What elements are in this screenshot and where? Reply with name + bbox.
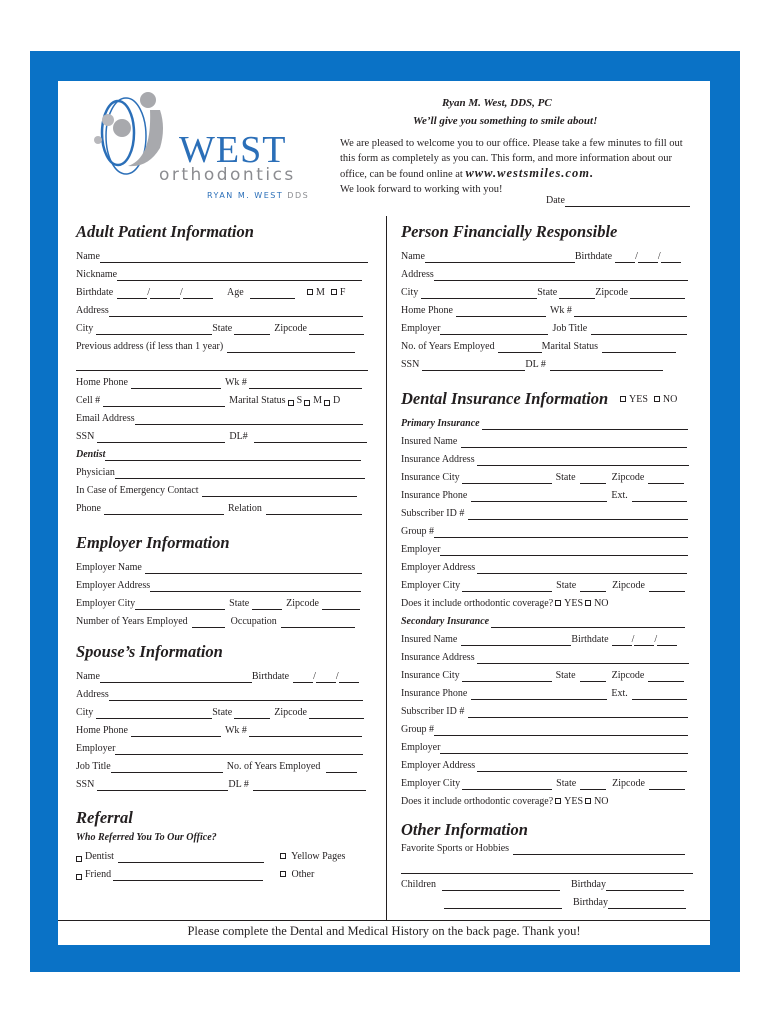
spouse-title: Spouse’s Information [76,642,223,661]
checkbox-icon[interactable] [280,871,286,877]
dental-title: Dental Insurance Information [401,389,609,408]
secondary-insurance-field[interactable]: Secondary Insurance [401,616,685,628]
adult-city-field[interactable]: City State Zipcode [76,323,364,335]
primary-group-field[interactable]: Group # [401,526,688,538]
financial-employer-field[interactable]: Employer Job Title [401,323,687,335]
primary-ins-address-field[interactable]: Insurance Address [401,454,689,466]
adult-title: Adult Patient Information [76,222,254,241]
adult-previous-address-line[interactable] [76,370,368,371]
employer-name-field[interactable]: Employer Name [76,562,362,574]
referral-title: Referral [76,808,133,827]
website-link[interactable]: www.westsmiles.com. [465,166,595,180]
checkbox-icon[interactable] [555,798,561,804]
spouse-home-phone-field[interactable]: Home Phone Wk # [76,725,362,737]
financial-city-field[interactable]: City State Zipcode [401,287,685,299]
secondary-ins-phone-field[interactable]: Insurance Phone Ext. [401,688,687,700]
secondary-ins-city-field[interactable]: Insurance City State Zipcode [401,670,684,682]
checkbox-icon[interactable] [654,396,660,402]
adult-dentist-field[interactable]: Dentist [76,449,361,461]
adult-sex-options[interactable]: M F [305,287,345,299]
logo-name: RYAN M. WEST DDS [207,191,310,200]
financial-ssn-field[interactable]: SSN DL # [401,359,663,371]
adult-cell-field[interactable]: Cell # Marital Status S M D [76,395,341,406]
logo-word: WEST [179,129,287,171]
financial-home-phone-field[interactable]: Home Phone Wk # [401,305,687,317]
slogan: We’ll give you something to smile about! [413,115,598,127]
adult-ssn-field[interactable]: SSN DL# [76,431,367,443]
checkbox-icon[interactable] [555,600,561,606]
dental-yes-no[interactable]: YES NO [618,394,677,406]
primary-insured-name-field[interactable]: Insured Name [401,436,687,448]
adult-home-phone-field[interactable]: Home Phone Wk # [76,377,362,389]
financial-years-field[interactable]: No. of Years Employed Marital Status [401,341,676,353]
children-field-2[interactable]: Birthday [444,897,686,909]
adult-address-field[interactable]: Address [76,305,363,317]
adult-physician-field[interactable]: Physician [76,467,365,479]
financial-name-field[interactable]: Name Birthdate / / [401,251,681,263]
adult-phone-field[interactable]: Phone Relation [76,503,362,515]
spouse-address-field[interactable]: Address [76,689,363,701]
adult-previous-address-field[interactable]: Previous address (if less than 1 year) [76,341,355,353]
primary-ins-phone-field[interactable]: Insurance Phone Ext. [401,490,687,502]
secondary-ins-address-field[interactable]: Insurance Address [401,652,689,664]
employer-title: Employer Information [76,533,230,552]
employer-address-field[interactable]: Employer Address [76,580,361,592]
spouse-job-title-field[interactable]: Job Title No. of Years Employed [76,761,357,773]
secondary-group-field[interactable]: Group # [401,724,688,736]
spouse-employer-field[interactable]: Employer [76,743,363,755]
primary-emp-address-field[interactable]: Employer Address [401,562,687,574]
adult-birthdate-field[interactable]: Birthdate / / [76,287,213,299]
checkbox-icon[interactable] [76,856,82,862]
primary-emp-city-field[interactable]: Employer City State Zipcode [401,580,685,592]
primary-ortho-coverage[interactable]: Does it include orthodontic coverage? YES NO [401,598,609,609]
secondary-emp-address-field[interactable]: Employer Address [401,760,687,772]
checkbox-icon[interactable] [76,874,82,880]
primary-insurance-field[interactable]: Primary Insurance [401,418,688,430]
practice-name: Ryan M. West, DDS, PC [442,97,552,109]
secondary-ortho-coverage[interactable]: Does it include orthodontic coverage? YES NO [401,796,609,807]
checkbox-icon[interactable] [585,798,591,804]
referral-other[interactable]: Other [278,869,314,881]
adult-emergency-field[interactable]: In Case of Emergency Contact [76,485,357,497]
financial-address-field[interactable]: Address [401,269,688,281]
checkbox-icon[interactable] [324,400,330,406]
date-field[interactable]: Date [546,195,690,207]
checkbox-icon[interactable] [331,289,337,295]
employer-city-field[interactable]: Employer City State Zipcode [76,598,360,610]
logo-tagline: orthodontics [159,165,296,185]
secondary-insured-name-field[interactable]: Insured Name Birthdate / / [401,634,677,646]
column-divider [386,216,387,920]
adult-age-field[interactable]: Age [227,287,295,299]
checkbox-icon[interactable] [280,853,286,859]
primary-subscriber-field[interactable]: Subscriber ID # [401,508,688,520]
intro-text: We are pleased to welcome you to our office. Please take a few minutes to fill out this form as completely as you can. This form, and more information about our office, can be found online at www.westsmiles.com. We look forward to working with you! [340,138,683,195]
primary-employer-field[interactable]: Employer [401,544,688,556]
referral-yellow-pages[interactable]: Yellow Pages [278,851,345,863]
checkbox-icon[interactable] [620,396,626,402]
spouse-city-field[interactable]: City State Zipcode [76,707,364,719]
children-field-1[interactable]: Children Birthday [401,879,684,891]
spouse-name-field[interactable]: Name Birthdate / / [76,671,359,683]
secondary-subscriber-field[interactable]: Subscriber ID # [401,706,688,718]
secondary-employer-field[interactable]: Employer [401,742,688,754]
footer-divider [58,920,710,921]
financial-title: Person Financially Responsible [401,222,618,241]
employer-years-field[interactable]: Number of Years Employed Occupation [76,616,355,628]
spouse-ssn-field[interactable]: SSN DL # [76,779,366,791]
sports-hobbies-field[interactable]: Favorite Sports or Hobbies [401,843,685,855]
adult-name-field[interactable]: Name [76,251,368,263]
adult-email-field[interactable]: Email Address [76,413,363,425]
adult-nickname-field[interactable]: Nickname [76,269,362,281]
checkbox-icon[interactable] [307,289,313,295]
referral-question: Who Referred You To Our Office? [76,832,217,843]
checkbox-icon[interactable] [304,400,310,406]
secondary-emp-city-field[interactable]: Employer City State Zipcode [401,778,685,790]
checkbox-icon[interactable] [288,400,294,406]
referral-dentist-field[interactable]: Dentist [74,851,264,863]
referral-friend-field[interactable]: Friend [74,869,263,881]
checkbox-icon[interactable] [585,600,591,606]
other-title: Other Information [401,820,528,839]
footer-note: Please complete the Dental and Medical History on the back page. Thank you! [187,924,581,938]
sports-hobbies-line[interactable] [401,873,693,874]
primary-ins-city-field[interactable]: Insurance City State Zipcode [401,472,684,484]
